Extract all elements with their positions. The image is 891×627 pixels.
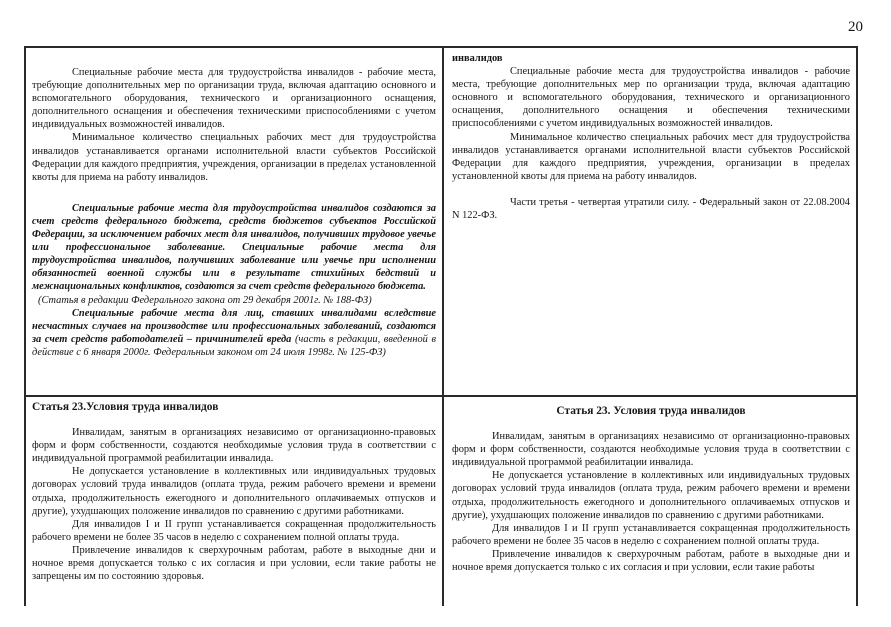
article-heading: Статья 23. Условия труда инвалидов — [556, 405, 746, 417]
bottom-left-cell — [32, 401, 436, 583]
top-right-cell — [452, 52, 850, 222]
page-number: 20 — [848, 19, 863, 35]
paragraph: Части третья - четвертая утратили силу. - Федеральный закон от 22.08.2004 N 122-ФЗ. — [452, 196, 850, 222]
paragraph: Не допускается установление в коллективных или индивидуальных трудовых договорах условий труда инвалидов (оплата труда, режим рабочего времени и времени отдыха, продолжительность ежегодного и дополнительного оплачиваемых отпусков и другие), ухудшающих положение инвалидов по сравнению с другими работниками. — [32, 466, 436, 517]
paragraph: Специальные рабочие места для трудоустройства инвалидов - рабочие места, требующие дополнительных мер по организации труда, включая адаптацию основного и вспомогательного оборудования, технического и организационного оснащения, дополнительного оснащения и обеспечения техническими приспособлениями с учетом индивидуальных возможностей инвалидов. — [452, 66, 850, 130]
amendment-note: (часть в редакции, введенной в действие с 6 января 2000г. Федеральным законом от 24 июля 1998г. № 125-ФЗ) — [32, 333, 437, 358]
bottom-right-cell — [452, 405, 850, 574]
paragraph: Не допускается установление в коллективных или индивидуальных трудовых договорах условий труда инвалидов (оплата труда, режим рабочего времени и времени отдыха, продолжительность ежегодного и дополнительного оплачиваемых отпусков и другие), ухудшающих положение инвалидов по сравнению с другими работниками. — [452, 470, 850, 521]
paragraph-amendment — [32, 307, 436, 359]
table-divider-middle — [24, 395, 857, 397]
paragraph: Минимальное количество специальных рабочих мест для трудоустройства инвалидов устанавливается органами исполнительной власти субъектов Российской Федерации для каждого предприятия, учреждения, организации в пределах установленной квоты для приема на работу инвалидов. — [452, 131, 850, 182]
carry-over-word: инвалидов — [452, 53, 503, 64]
paragraph: Специальные рабочие места для трудоустройства инвалидов - рабочие места, требующие дополнительных мер по организации труда, включая адаптацию основного и вспомогательного оборудования, технического и организационного оснащения, дополнительного оснащения и обеспечения техническими приспособлениями с учетом индивидуальных возможностей инвалидов. — [32, 67, 436, 131]
top-left-cell — [32, 66, 436, 359]
paragraph: Привлечение инвалидов к сверхурочным работам, работе в выходные дни и ночное время допускается только с их согласия и при условии, если такие работы не запрещены им по состоянию здоровья. — [32, 544, 436, 583]
paragraph: Для инвалидов I и II групп устанавливается сокращенная продолжительность рабочего времени не более 35 часов в неделю с сохранением полной оплаты труда. — [452, 522, 850, 547]
table-border-left — [24, 46, 26, 606]
paragraph-amendment: Специальные рабочие места для трудоустройства инвалидов создаются за счет средств федерального бюджета, средств бюджетов субъектов Российской Федерации, за исключением рабочих мест для инвалидов, получивших трудовое увечье или профессиональное заболевание. Специальные рабочие места для трудоустройства инвалидов, получивших заболевание или увечье при исполнении обязанностей военной службы или в результате стихийных бедствий и межнациональных конфликтов, создаются за счет средств федерального бюджета. — [32, 202, 436, 293]
paragraph: Минимальное количество специальных рабочих мест для трудоустройства инвалидов устанавливается органами исполнительной власти субъектов Российской Федерации для каждого предприятия, учреждения, организации в пределах установленной квоты для приема на работу инвалидов. — [32, 132, 436, 183]
table-border-top — [24, 46, 857, 48]
paragraph: Привлечение инвалидов к сверхурочным работам, работе в выходные дни и ночное время допускается только с их согласия и при условии, если такие работы — [452, 548, 850, 574]
amendment-text: Специальные рабочие места для лиц, ставших инвалидами вследствие несчастных случаев на производстве или профессиональных заболеваний, создаются за счет средств работодателей – причинителей вреда — [32, 307, 436, 345]
paragraph: Инвалидам, занятым в организациях независимо от организационно-правовых форм и форм собственности, создаются необходимые условия труда в соответствии с индивидуальной программой реабилитации инвалида. — [32, 427, 436, 465]
amendment-note: (Статья в редакции Федерального закона от 29 декабря 2001г. № 188-ФЗ) — [38, 294, 372, 306]
paragraph: Для инвалидов I и II групп устанавливается сокращенная продолжительность рабочего времени не более 35 часов в неделю с сохранением полной оплаты труда. — [32, 518, 436, 543]
table-border-right — [856, 46, 858, 606]
article-heading: Статья 23.Условия труда инвалидов — [32, 401, 219, 413]
table-column-divider — [442, 46, 444, 606]
paragraph: Инвалидам, занятым в организациях независимо от организационно-правовых форм и форм собственности, создаются необходимые условия труда в соответствии с индивидуальной программой реабилитации инвалида. — [452, 431, 850, 469]
